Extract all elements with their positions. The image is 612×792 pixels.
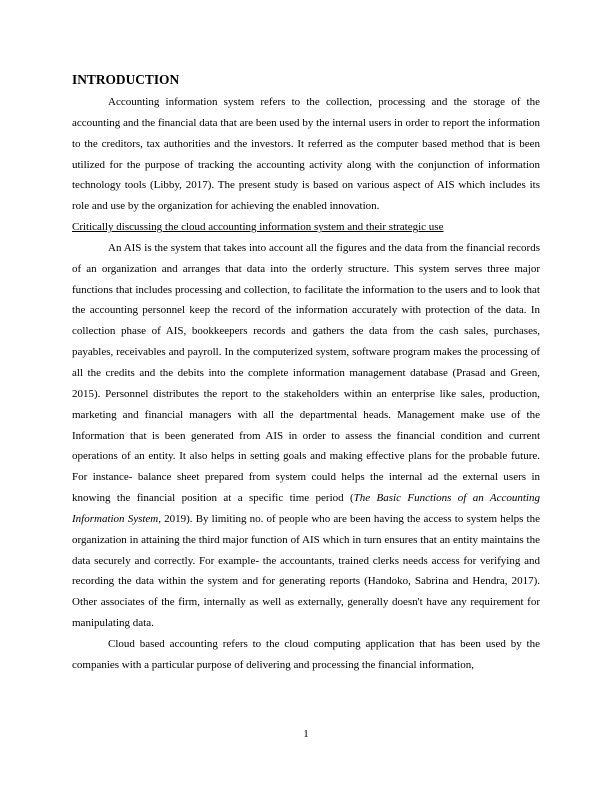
section-subheading: Critically discussing the cloud accounting information system and their strategic use [72, 221, 444, 234]
introduction-heading: INTRODUCTION [72, 72, 180, 87]
introduction-paragraph: Accounting information system refers to the collection, processing and the storage of the accounting and the financial data that are been used by the internal users in order to report the information to the creditors, tax authorities and the investors. It referred as the computer based method that is been utilized for the purpose of tracking the accounting activity along with the conjunction of information technology tools (Libby, 2017). The present study is based on various aspect of AIS which includes its role and use by the organization for achieving the enabled innovation. [72, 96, 540, 213]
paragraph-text: 2019). By limiting no. of people who are been having the access to system helps the organization in attaining the third major function of AIS which in turn ensures that an entity maintains the data securely and correctly. For example- the accountants, trained clerks needs access for verifying and recording the data within the system and for generating reports (Handoko, Sabrina and Hendra, 2017). Other associates of the firm, internally as well as externally, generally doesn't have any requirement for manipulating data. [72, 512, 540, 630]
section-paragraph-2: Cloud based accounting refers to the cloud computing application that has been used by the companies with a particular purpose of delivering and processing the financial information, [72, 637, 540, 671]
section-paragraph-1 [72, 238, 540, 634]
citation-title: The Basic Functions of an Accounting Information System, [72, 492, 540, 525]
paragraph-text: An AIS is the system that takes into account all the figures and the data from the financial records of an organization and arranges that data into the orderly structure. This system serves three major functions that includes processing and collection, to facilitate the information to the users and to look that the accounting personnel keep the record of the information accurately with protection of the data. In collection phase of AIS, bookkeepers records and gathers the data from the cash sales, purchases, payables, receivables and payroll. In the computerized system, software program makes the processing of all the credits and the debits into the complete information management database (Prasad and Green, 2015). Personnel distributes the report to the stakeholders within an enterprise like sales, production, marketing and financial managers with all the departmental heads. Management make use of the Information that is been generated from AIS in order to assess the financial condition and current operations of an entity. It also helps in setting goals and making effective plans for the probable future. For instance- balance sheet prepared from system could helps the internal ad the external users in knowing the financial position at a specific time period ( [72, 241, 540, 505]
page-number: 1 [303, 728, 309, 740]
document-page [72, 70, 540, 676]
